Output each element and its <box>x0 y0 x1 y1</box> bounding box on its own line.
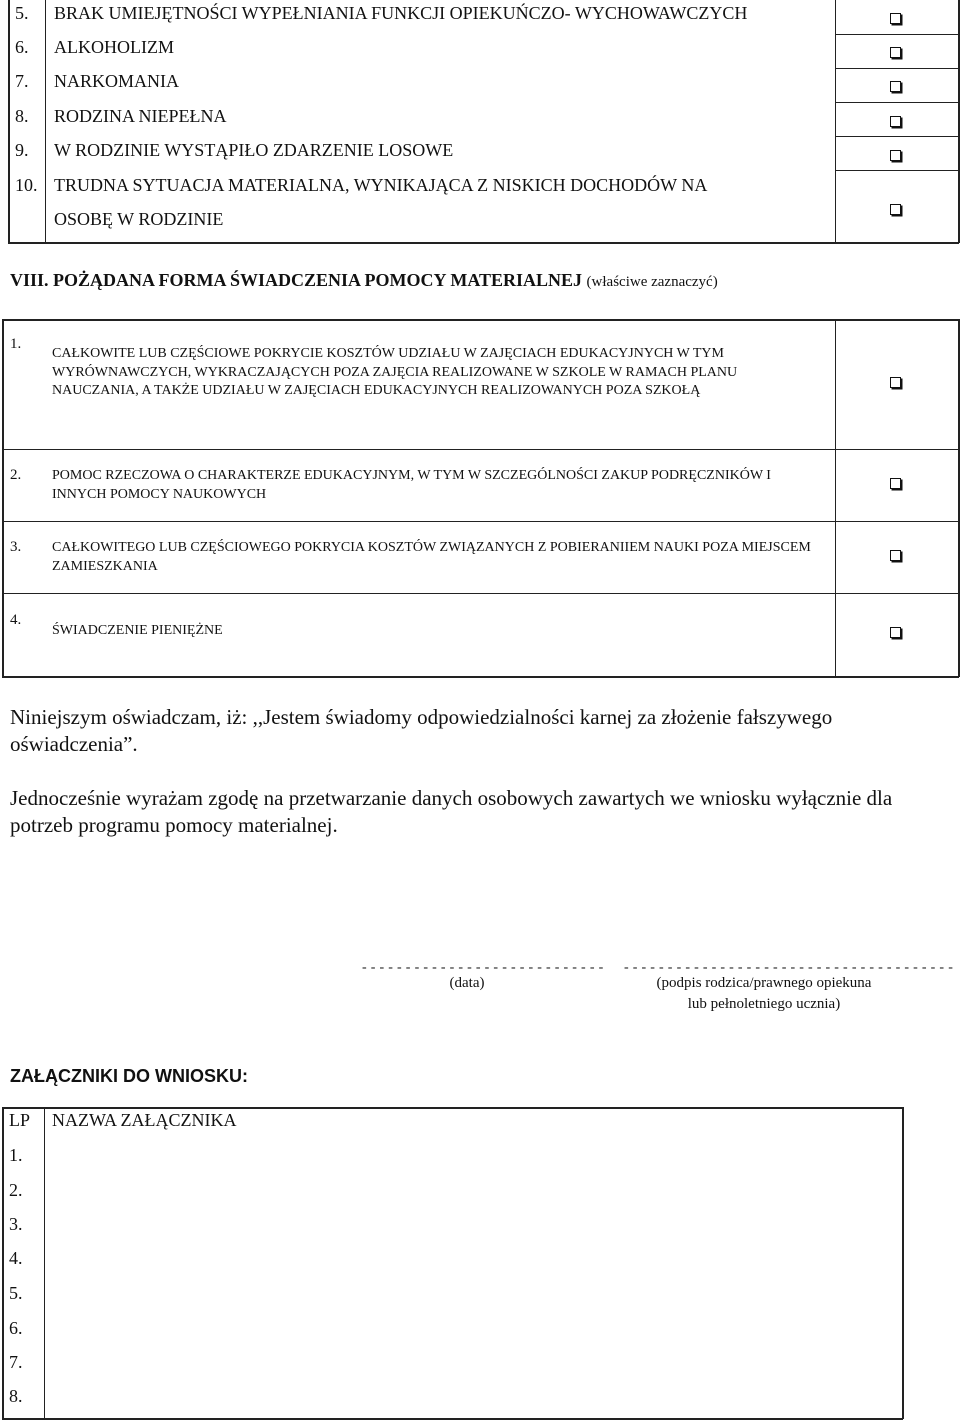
option-text: CAŁKOWITEGO LUB CZĘŚCIOWEGO POKRYCIA KOSZTÓW ZWIĄZANYCH Z POBIERANIIEM NAUKI POZA MIEJSCEM ZAMIESZKANIA <box>52 540 811 574</box>
option-number: 2. <box>10 467 22 483</box>
option-text: CAŁKOWITE LUB CZĘŚCIOWE POKRYCIE KOSZTÓW UDZIAŁU W ZAJĘCIACH EDUKACYJNYCH W TYM WYRÓWNAWCZYCH, WYKRACZAJĄCYCH POZA ZAJĘCIA REALIZOWANE W SZKOLE W RAMACH PLANU NAUCZANIA, A TAKŻE UDZIAŁU W ZAJĘCIACH EDUKACYJNYCH REALIZOWANYCH POZA SZKOŁĄ <box>52 346 738 398</box>
signature-label: (podpis rodzica/prawnego opiekuna <box>656 975 872 991</box>
checkbox-reason-9[interactable] <box>890 150 901 161</box>
reason-number: 9. <box>15 140 29 160</box>
option-number: 4. <box>10 612 22 628</box>
table-border <box>2 319 959 321</box>
table-border <box>2 319 4 677</box>
reason-number: 6. <box>15 37 29 57</box>
column-header-lp: LP <box>9 1110 31 1130</box>
table-border <box>835 0 836 243</box>
table-border <box>2 449 959 450</box>
table-border <box>835 34 959 35</box>
table-border <box>2 1107 903 1109</box>
table-border <box>835 102 959 103</box>
option-text: ŚWIADCZENIE PIENIĘŻNE <box>52 623 223 638</box>
attachment-row-number: 8. <box>9 1386 23 1406</box>
checkbox-reason-8[interactable] <box>890 116 901 127</box>
declaration-text: Niniejszym oświadczam, iż: ,,Jestem świadomy odpowiedzialności karnej za złożenie fałszywego oświadczenia”. <box>10 705 833 756</box>
table-border <box>958 319 960 677</box>
reason-text: NARKOMANIA <box>54 71 179 91</box>
table-border <box>2 593 959 594</box>
attachment-row-number: 2. <box>9 1180 23 1200</box>
attachments-title: ZAŁĄCZNIKI DO WNIOSKU: <box>10 1066 248 1086</box>
date-label: (data) <box>449 975 485 991</box>
reason-number: 10. <box>15 175 38 195</box>
table-border <box>45 0 46 243</box>
checkbox-reason-6[interactable] <box>890 47 901 58</box>
reason-number: 7. <box>15 71 29 91</box>
table-border <box>2 1418 903 1420</box>
table-border <box>8 0 10 243</box>
table-border <box>2 521 959 522</box>
reason-text: RODZINA NIEPEŁNA <box>54 106 227 126</box>
checkbox-option-4[interactable] <box>890 627 901 638</box>
table-border <box>8 242 959 244</box>
checkbox-option-1[interactable] <box>890 377 901 388</box>
option-text: POMOC RZECZOWA O CHARAKTERZE EDUKACYJNYM, W TYM W SZCZEGÓLNOŚCI ZAKUP PODRĘCZNIKÓW I INNYCH POMOCY NAUKOWYCH <box>52 468 771 502</box>
reason-text: BRAK UMIEJĘTNOŚCI WYPEŁNIANIA FUNKCJI OPIEKUŃCZO- WYCHOWAWCZYCH <box>54 3 748 23</box>
table-border <box>902 1107 904 1419</box>
parent-signature-line: - - - - - - - - - - - - - - - - - - - - - - - - - - - - - - - - - - - - - - <box>624 960 954 975</box>
section-viii-note: (właściwe zaznaczyć) <box>586 274 718 290</box>
reason-text: TRUDNA SYTUACJA MATERIALNA, WYNIKAJĄCA Z NISKICH DOCHODÓW NA <box>54 175 708 195</box>
table-border <box>835 319 836 677</box>
section-viii-title <box>10 270 718 291</box>
table-border <box>835 170 959 171</box>
checkbox-option-3[interactable] <box>890 550 901 561</box>
checkbox-reason-10[interactable] <box>890 204 901 215</box>
attachment-row-number: 7. <box>9 1352 23 1372</box>
table-border <box>958 0 960 243</box>
reason-number: 8. <box>15 106 29 126</box>
attachment-row-number: 4. <box>9 1248 23 1268</box>
checkbox-option-2[interactable] <box>890 478 901 489</box>
table-border <box>2 1107 4 1419</box>
option-number: 1. <box>10 336 22 352</box>
column-header-name: NAZWA ZAŁĄCZNIKA <box>52 1110 237 1130</box>
reason-text: W RODZINIE WYSTĄPIŁO ZDARZENIE LOSOWE <box>54 140 454 160</box>
attachment-row-number: 3. <box>9 1214 23 1234</box>
checkbox-reason-5[interactable] <box>890 13 901 24</box>
checkbox-reason-7[interactable] <box>890 81 901 92</box>
consent-text: Jednocześnie wyrażam zgodę na przetwarzanie danych osobowych zawartych we wniosku wyłącznie dla potrzeb programu pomocy materialnej. <box>10 786 893 837</box>
attachment-row-number: 5. <box>9 1283 23 1303</box>
table-border <box>835 136 959 137</box>
table-border <box>835 68 959 69</box>
reason-text: ALKOHOLIZM <box>54 37 174 57</box>
attachment-row-number: 6. <box>9 1318 23 1338</box>
reason-number: 5. <box>15 3 29 23</box>
date-signature-line: - - - - - - - - - - - - - - - - - - - - - - - - - - - - <box>362 960 604 975</box>
attachment-row-number: 1. <box>9 1145 23 1165</box>
signature-label-continued: lub pełnoletniego ucznia) <box>687 996 841 1012</box>
reason-text-continued: OSOBĘ W RODZINIE <box>54 209 224 229</box>
option-number: 3. <box>10 539 22 555</box>
table-border <box>2 676 959 678</box>
table-border <box>44 1107 45 1419</box>
section-viii-heading: VIII. POŻĄDANA FORMA ŚWIADCZENIA POMOCY MATERIALNEJ <box>10 270 583 290</box>
